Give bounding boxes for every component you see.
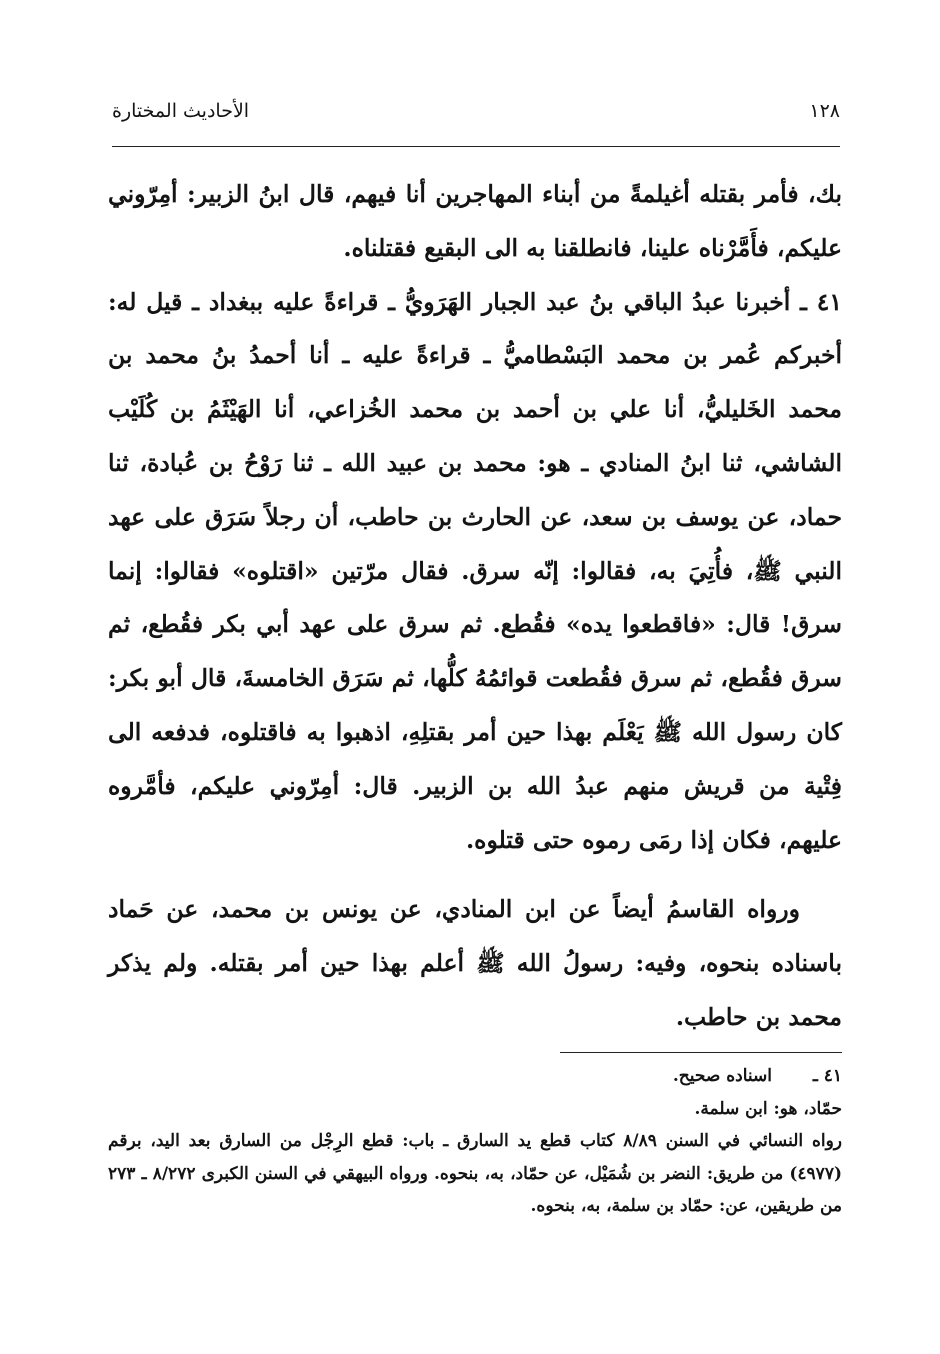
footnote-41 — [108, 1060, 842, 1093]
hadith-41: ٤١ ـ أخبرنا عبدُ الباقي بنُ عبد الجبار الهَرَويُّ ـ قراءةً عليه ببغداد ـ قيل له: أخبركم عُمر بن محمد البَسْطاميُّ ـ قراءةً عليه ـ أنا أحمدُ بنُ محمد بن محمد الخَليليُّ، أنا علي بن أحمد بن محمد الخُزاعي، أنا الهَيْثَمُ بن كُلَيْب الشاشي، ثنا ابنُ المنادي ـ هو: محمد بن عبيد الله ـ ثنا رَوْحُ بن عُبادة، ثنا حماد، عن يوسف بن سعد، عن الحارث بن حاطب، أن رجلاً سَرَق على عهد النبي ﷺ، فأُتِيَ به، فقالوا: إنّه سرق. فقال مرّتين «اقتلوه» فقالوا: إنما سرق! قال: «فاقطعوا يده» فقُطع. ثم سرق على عهد أبي بكر فقُطع، ثم سرق فقُطع، ثم سرق فقُطعت قوائمُهُ كلُّها، ثم سَرَق الخامسةَ، قال أبو بكر: كان رسول الله ﷺ يَعْلَم بهذا حين أمر بقتلِهِ، اذهبوا به فاقتلوه، فدفعه الى فِتْية من قريش منهم عبدُ الله بن الزبير. قال: أمِرّوني عليكم، فأمَّروه عليهم، فكان إذا رمَى رموه حتى قتلوه. — [108, 287, 842, 854]
main-text — [108, 168, 842, 1045]
footnote-line: رواه النسائي في السنن ٨/٨٩ كتاب قطع يد السارق ـ باب: قطع الرِجْل من السارق بعد اليد، برقم (٤٩٧٧) من طريق: النضر بن شُمَيْل، عن حمّاد، به، بنحوه. ورواه البيهقي في السنن الكبرى ٨/٢٧٢ ـ ٢٧٣ من طريقين، عن: حمّاد بن سلمة، به، بنحوه. — [108, 1131, 842, 1216]
running-title: الأحاديث المختارة — [112, 100, 250, 122]
footnote-number: ٤١ ـ — [812, 1066, 842, 1086]
footnote-line: اسناده صحيح. — [672, 1066, 772, 1086]
page-number: ١٢٨ — [809, 100, 840, 122]
paragraph-continuation: بك، فأمر بقتله أغيلمةً من أبناء المهاجرين أنا فيهم، قال ابنُ الزبير: أمِرّوني عليكم، فأَمَّرْناه علينا، فانطلقنا به الى البقيع فقتلناه. — [108, 180, 842, 262]
footnote-line: حمّاد، هو: ابن سلمة. — [694, 1098, 842, 1119]
paragraph-riwaya: ورواه القاسمُ أيضاً عن ابن المنادي، عن يونس بن محمد، عن حَماد باسناده بنحوه، وفيه: رسولُ الله ﷺ أعلم بهذا حين أمر بقتله. ولم يذكر محمد بن حاطب. — [108, 895, 842, 1031]
paragraph-gap — [108, 867, 842, 883]
header-divider — [112, 146, 840, 147]
footnote-divider — [560, 1052, 842, 1053]
page-header — [112, 84, 840, 150]
footnotes — [108, 1060, 842, 1223]
